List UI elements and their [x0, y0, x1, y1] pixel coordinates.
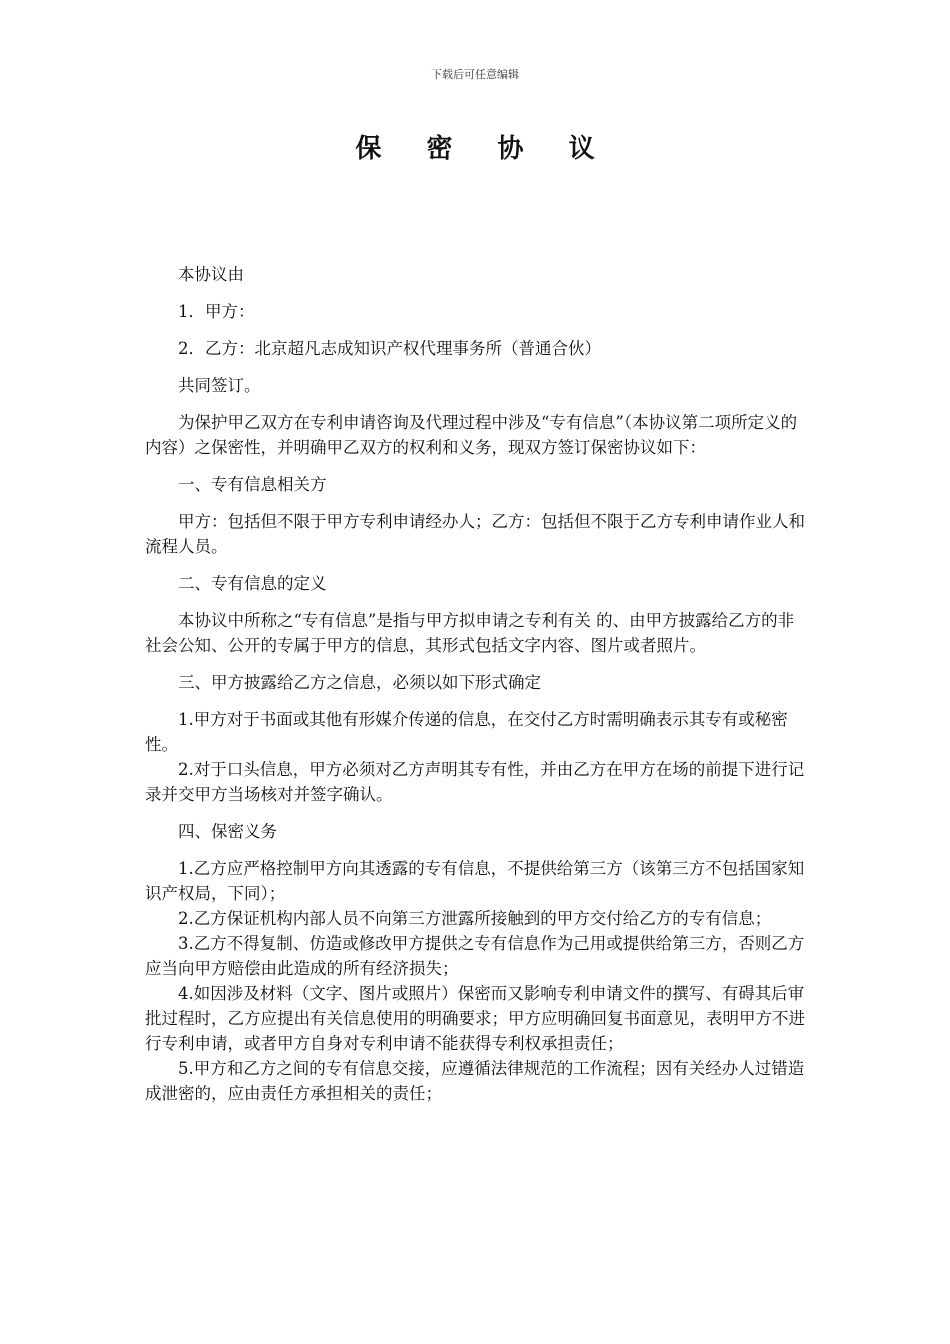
paragraph-section-4-item-2: 2.乙方保证机构内部人员不向第三方泄露所接触到的甲方交付给乙方的专有信息；: [178, 909, 772, 928]
paragraph-section-3-item-2: 2.对于口头信息，甲方必须对乙方声明其专有性，并由乙方在甲方在场的前提下进行记录并交甲方当场核对并签字确认。: [145, 760, 805, 804]
paragraph-section-2: 本协议中所称之“专有信息”是指与甲方拟申请之专利有关 的、由甲方披露给乙方的非社会公知、公开的专属于甲方的信息，其形式包括文字内容、图片或者照片。: [145, 611, 795, 655]
paragraph-purpose: 为保护甲乙双方在专利申请咨询及代理过程中涉及“专有信息”（本协议第二项所定义的内容）之保密性，并明确甲乙双方的权利和义务，现双方签订保密协议如下：: [145, 413, 798, 457]
paragraph-section-4-item-3: 3.乙方不得复制、仿造或修改甲方提供之专有信息作为己用或提供给第三方，否则乙方应当向甲方赔偿由此造成的所有经济损失；: [145, 934, 805, 978]
paragraph-section-4-item-4: 4.如因涉及材料（文字、图片或照片）保密而又影响专利申请文件的撰写、有碍其后审批过程时，乙方应提出有关信息使用的明确要求；甲方应明确回复书面意见，表明甲方不进行专利申请，或者甲方自身对专利申请不能获得专利权承担责任；: [145, 984, 805, 1053]
paragraph-section-3-item-1: 1.甲方对于书面或其他有形媒介传递的信息，在交付乙方时需明确表示其专有或秘密性。: [145, 710, 788, 754]
section-heading-1: 一、专有信息相关方: [178, 475, 327, 494]
paragraph-intro: 本协议由: [178, 265, 244, 284]
paragraph-party-b: 2．乙方：北京超凡志成知识产权代理事务所（普通合伙）: [178, 339, 601, 358]
paragraph-section-1: 甲方：包括但不限于甲方专利申请经办人；乙方：包括但不限于乙方专利申请作业人和流程人员。: [145, 512, 805, 556]
section-heading-3: 三、甲方披露给乙方之信息，必须以如下形式确定: [178, 673, 541, 692]
paragraph-section-4-item-1: 1.乙方应严格控制甲方向其透露的专有信息，不提供给第三方（该第三方不包括国家知识产权局，下同）；: [145, 859, 805, 903]
section-heading-4: 四、保密义务: [178, 822, 277, 841]
paragraph-party-a: 1．甲方：: [178, 302, 255, 321]
section-heading-2: 二、专有信息的定义: [178, 574, 327, 593]
paragraph-section-4-item-5: 5.甲方和乙方之间的专有信息交接，应遵循法律规范的工作流程；因有关经办人过错造成泄密的，应由责任方承担相关的责任；: [145, 1059, 805, 1103]
paragraph-co-signed: 共同签订。: [178, 376, 261, 395]
document-title: 保 密 协 议: [355, 134, 613, 164]
header-note: 下载后可任意编辑: [431, 68, 519, 81]
document-body: [145, 262, 805, 1106]
